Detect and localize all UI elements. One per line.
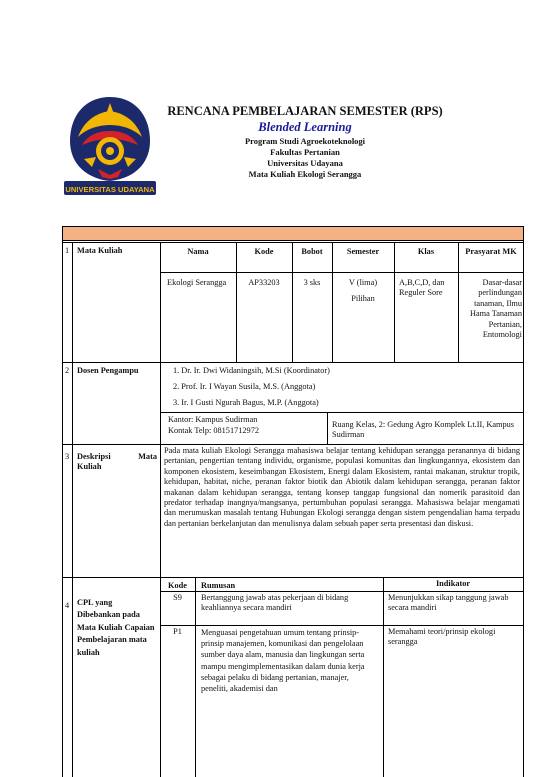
col-header-kode: Kode — [254, 247, 274, 256]
university-line: Universitas Udayana — [267, 158, 343, 168]
cpl-indicator: Menunjukkan sikap tanggung jawab secara mandiri — [388, 593, 509, 613]
col-header-nama: Nama — [187, 247, 209, 256]
lecturer-item: 2. Prof. Ir. I Wayan Susila, M.S. (Anggota) — [173, 382, 316, 391]
course-line: Mata Kuliah Ekologi Serangga — [248, 169, 362, 179]
lecturer-item: 3. Ir. I Gusti Ngurah Bagus, M.P. (Anggota) — [173, 398, 319, 407]
rps-table — [62, 226, 524, 777]
office-location: Kantor: Kampus Sudirman — [168, 415, 258, 424]
row-label-deskripsi: Deskripsi Mata Kuliah — [77, 452, 157, 472]
row-number: 4 — [65, 601, 70, 610]
course-name-value: Ekologi Serangga — [167, 278, 227, 287]
course-credit-value: 3 sks — [303, 278, 321, 287]
table-header-band — [63, 227, 523, 241]
universitas-udayana-logo — [62, 95, 158, 197]
course-code-value: AP33203 — [248, 278, 280, 287]
row-label-mata-kuliah: Mata Kuliah — [77, 246, 123, 255]
row-number: 1 — [65, 246, 70, 255]
document-title: RENCANA PEMBELAJARAN SEMESTER (RPS) — [167, 104, 443, 118]
logo-banner-text: UNIVERSITAS UDAYANA — [65, 185, 155, 194]
row-number: 3 — [65, 452, 70, 461]
cpl-statement: Menguasai pengetahuan umum tentang prinsip-prinsip manajemen, komunikasi dan pengelolaan sumber daya alam, manusia dan lingkungan serta mampu mengimplementasikan dalam dunia kerja sebagai pelaku di bidang pertanian, manajer, peneliti, akademisi dan — [201, 628, 365, 694]
col-header-kode-cpl: Kode — [168, 581, 187, 590]
semester-value: V (lima) — [348, 278, 378, 287]
col-header-klas: Klas — [417, 247, 435, 256]
document-subtitle: Blended Learning — [258, 120, 352, 134]
cpl-code: P1 — [173, 627, 182, 636]
col-header-prasyarat: Prasyarat MK — [465, 247, 517, 256]
row-label-dosen: Dosen Pengampu — [77, 366, 139, 375]
semester-type-value: Pilihan — [351, 294, 375, 303]
lecturer-item: 1. Dr. Ir. Dwi Widaningsih, M.Si (Koordinator) — [173, 366, 330, 375]
col-header-semester: Semester — [346, 247, 380, 256]
class-value: A,B,C,D, dan Reguler Sore — [399, 278, 445, 298]
contact-phone: Kontak Telp: 08151712972 — [168, 426, 259, 435]
cpl-indicator: Memahami teori/prinsip ekologi serangga — [388, 627, 496, 647]
classroom-location: Ruang Kelas, 2: Gedung Agro Komplek Lt.II, Kampus Sudirman — [332, 420, 515, 440]
cpl-statement: Bertanggung jawab atas pekerjaan di bidang keahliannya secara mandiri — [201, 593, 349, 613]
faculty-line: Fakultas Pertanian — [270, 147, 340, 157]
col-header-rumusan: Rumusan — [201, 581, 236, 590]
course-description: Pada mata kuliah Ekologi Serangga mahasiswa belajar tentang kehidupan serangga peranannya di bidang pertanian, pengertian tentang individu, organisme, populasi komunitas dan lingkungannya, ekosistem dan komponen ekosistem, keseimbangan Ekosistem, Energi dalam Ekosistem, rantai makanan, struktur tropik, kehidupan, habitat, niche, peranan faktor biotik dan Abiotik dalam kehidupan serangga, peranan faktor makanan dalam kehidupan serangga, tentang konsep tanggap fungsional dan nomerik parasitoid dan predator terhadap inangnya/mangsanya, pertumbuhan populasi serangga. Mahasiswa belajar mengamati dan merumuskan masalah tentang Hubungan Ekologi serangga dengan sistem pengendalian hama terpadu dan pertanian berkelanjutan dan menulisnya dalam sebuah paper serta presentasi dan diskusi. — [164, 446, 520, 528]
row-number: 2 — [65, 366, 70, 375]
cpl-code: S9 — [173, 593, 182, 602]
prerequisite-value: Dasar-dasar perlindungan tanaman, Ilmu Hama Tanaman Pertanian, Entomologi — [469, 278, 522, 340]
col-header-bobot: Bobot — [301, 247, 323, 256]
row-label-cpl: CPL yang Dibebankan pada Mata Kuliah Capaian Pembelajaran mata kuliah — [77, 598, 155, 657]
program-line: Program Studi Agroekoteknologi — [244, 136, 366, 146]
col-header-indikator: Indikator — [435, 579, 471, 588]
